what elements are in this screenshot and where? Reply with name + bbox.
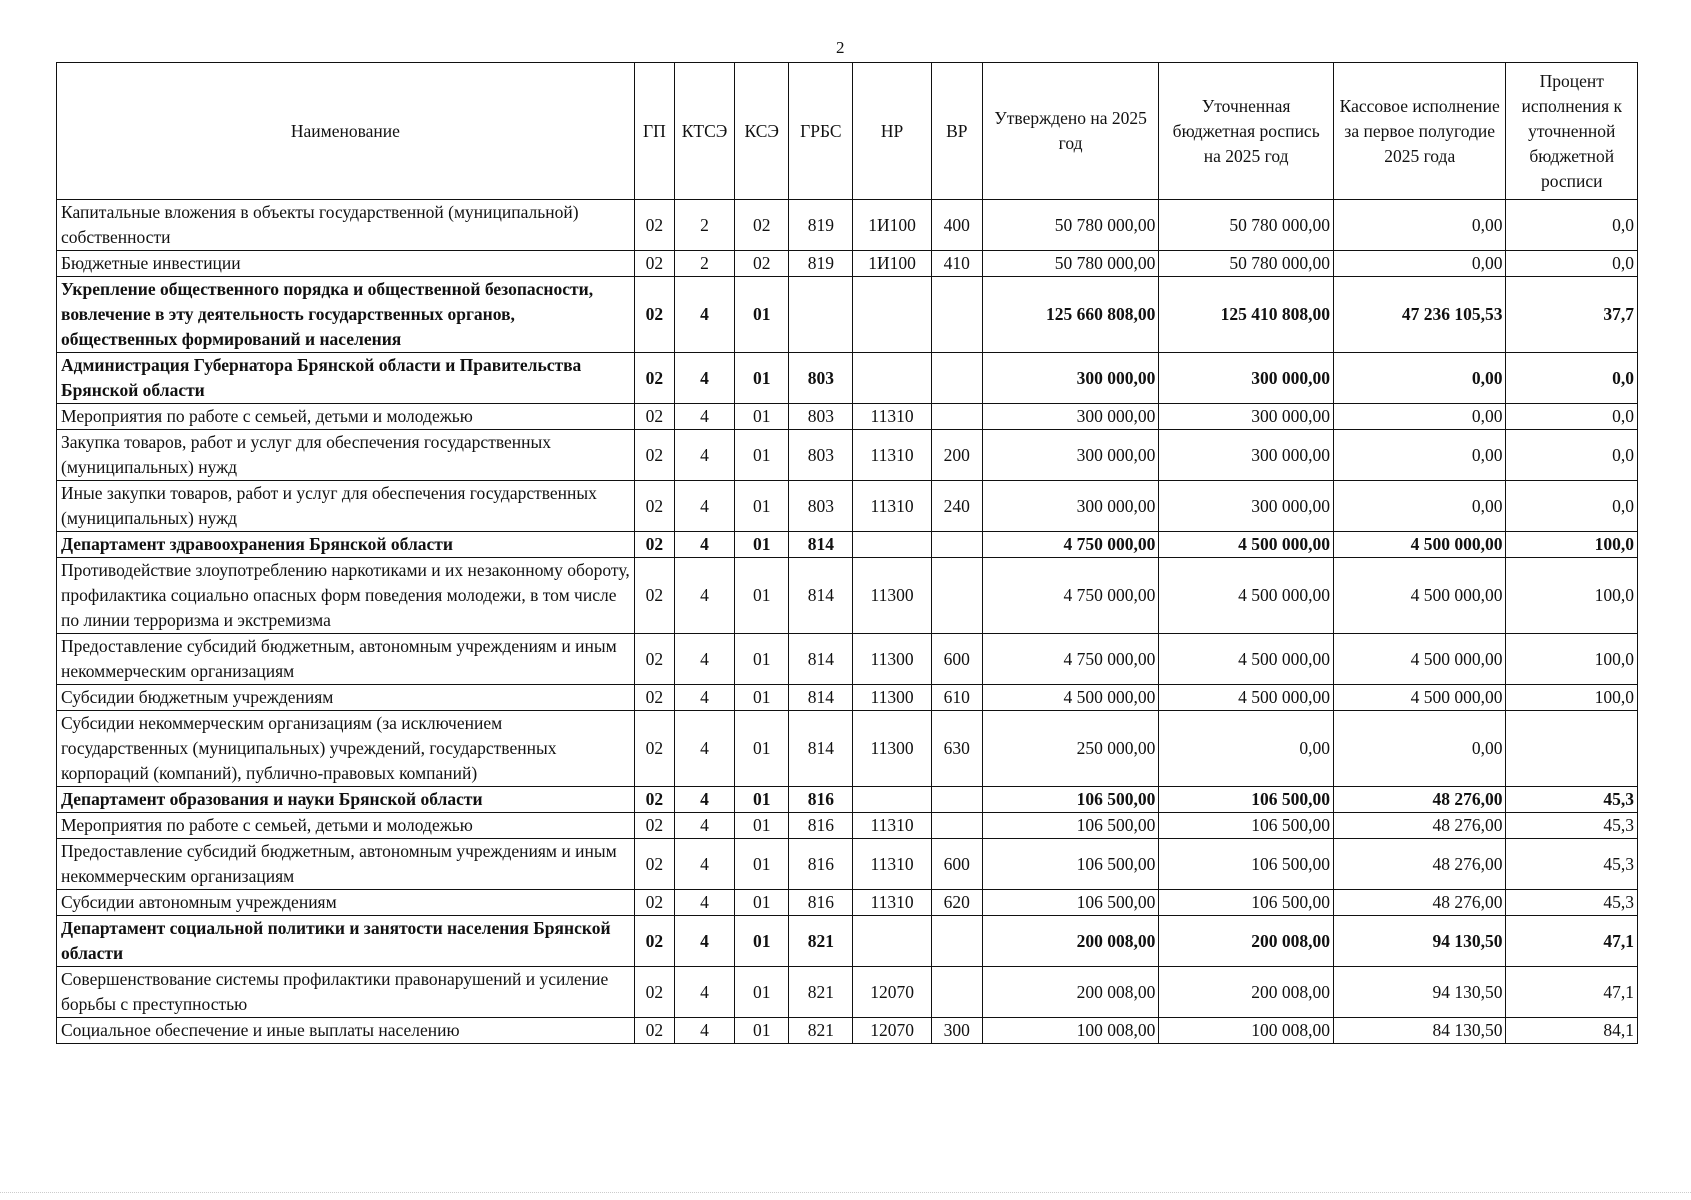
table-cell-nr: 1И100 <box>853 200 931 251</box>
table-cell-cash: 0,00 <box>1333 481 1506 532</box>
table-cell-ktse: 4 <box>674 353 734 404</box>
header-percent: Процент исполнения к уточненной бюджетной росписи <box>1506 63 1638 200</box>
table-cell-percent: 45,3 <box>1506 890 1638 916</box>
table-cell-cash: 0,00 <box>1333 430 1506 481</box>
table-cell-cash: 0,00 <box>1333 404 1506 430</box>
table-cell-vr <box>931 404 982 430</box>
header-vr: ВР <box>931 63 982 200</box>
table-cell-name: Департамент социальной политики и занятости населения Брянской области <box>57 916 635 967</box>
table-cell-nr: 11300 <box>853 558 931 634</box>
table-row <box>57 890 1638 916</box>
header-gp: ГП <box>634 63 674 200</box>
table-cell-grbs: 816 <box>789 813 853 839</box>
table-cell-vr <box>931 813 982 839</box>
table-cell-refined: 300 000,00 <box>1159 481 1334 532</box>
table-cell-percent: 100,0 <box>1506 532 1638 558</box>
table-cell-percent: 0,0 <box>1506 481 1638 532</box>
table-cell-refined: 106 500,00 <box>1159 813 1334 839</box>
table-cell-percent: 37,7 <box>1506 277 1638 353</box>
table-cell-gp: 02 <box>634 890 674 916</box>
table-cell-refined: 4 500 000,00 <box>1159 634 1334 685</box>
table-row <box>57 916 1638 967</box>
table-cell-refined: 200 008,00 <box>1159 967 1334 1018</box>
table-cell-vr <box>931 353 982 404</box>
table-cell-refined: 0,00 <box>1159 711 1334 787</box>
table-cell-name: Закупка товаров, работ и услуг для обеспечения государственных (муниципальных) нужд <box>57 430 635 481</box>
table-cell-cash: 48 276,00 <box>1333 890 1506 916</box>
table-cell-kse: 01 <box>735 813 789 839</box>
table-cell-nr: 11300 <box>853 711 931 787</box>
table-cell-percent: 45,3 <box>1506 787 1638 813</box>
table-cell-refined: 200 008,00 <box>1159 916 1334 967</box>
table-row <box>57 251 1638 277</box>
table-cell-gp: 02 <box>634 558 674 634</box>
table-row <box>57 481 1638 532</box>
header-grbs: ГРБС <box>789 63 853 200</box>
table-cell-grbs: 816 <box>789 890 853 916</box>
table-row <box>57 813 1638 839</box>
table-cell-refined: 125 410 808,00 <box>1159 277 1334 353</box>
table-cell-vr <box>931 558 982 634</box>
table-cell-ktse: 4 <box>674 532 734 558</box>
table-cell-name: Предоставление субсидий бюджетным, автономным учреждениям и иным некоммерческим организациям <box>57 634 635 685</box>
table-cell-kse: 01 <box>735 532 789 558</box>
table-cell-cash: 48 276,00 <box>1333 787 1506 813</box>
table-cell-nr <box>853 916 931 967</box>
table-row <box>57 787 1638 813</box>
table-cell-cash: 0,00 <box>1333 251 1506 277</box>
header-name: Наименование <box>57 63 635 200</box>
table-cell-approved: 200 008,00 <box>982 916 1159 967</box>
table-cell-refined: 100 008,00 <box>1159 1018 1334 1044</box>
table-cell-ktse: 4 <box>674 839 734 890</box>
table-cell-refined: 4 500 000,00 <box>1159 532 1334 558</box>
table-cell-gp: 02 <box>634 711 674 787</box>
table-cell-kse: 01 <box>735 1018 789 1044</box>
table-cell-gp: 02 <box>634 839 674 890</box>
table-cell-kse: 01 <box>735 916 789 967</box>
table-cell-ktse: 4 <box>674 711 734 787</box>
table-cell-cash: 47 236 105,53 <box>1333 277 1506 353</box>
table-cell-vr <box>931 532 982 558</box>
table-cell-ktse: 4 <box>674 967 734 1018</box>
table-cell-approved: 4 500 000,00 <box>982 685 1159 711</box>
table-cell-grbs <box>789 277 853 353</box>
table-cell-approved: 300 000,00 <box>982 481 1159 532</box>
table-cell-refined: 300 000,00 <box>1159 430 1334 481</box>
table-cell-gp: 02 <box>634 277 674 353</box>
table-cell-nr: 11300 <box>853 634 931 685</box>
table-cell-grbs: 816 <box>789 787 853 813</box>
table-cell-gp: 02 <box>634 200 674 251</box>
table-cell-ktse: 2 <box>674 200 734 251</box>
table-cell-gp: 02 <box>634 251 674 277</box>
table-cell-cash: 94 130,50 <box>1333 916 1506 967</box>
table-cell-vr: 610 <box>931 685 982 711</box>
table-cell-ktse: 4 <box>674 404 734 430</box>
header-ktse: КТСЭ <box>674 63 734 200</box>
table-cell-gp: 02 <box>634 430 674 481</box>
table-cell-percent: 47,1 <box>1506 967 1638 1018</box>
table-cell-gp: 02 <box>634 481 674 532</box>
table-row <box>57 711 1638 787</box>
table-cell-percent: 0,0 <box>1506 353 1638 404</box>
table-row <box>57 353 1638 404</box>
table-row <box>57 532 1638 558</box>
table-cell-gp: 02 <box>634 1018 674 1044</box>
table-cell-ktse: 4 <box>674 813 734 839</box>
table-cell-grbs: 814 <box>789 711 853 787</box>
table-cell-grbs: 814 <box>789 634 853 685</box>
table-cell-cash: 0,00 <box>1333 200 1506 251</box>
table-row <box>57 404 1638 430</box>
table-cell-grbs: 821 <box>789 967 853 1018</box>
table-row <box>57 558 1638 634</box>
table-cell-cash: 0,00 <box>1333 353 1506 404</box>
table-cell-percent: 0,0 <box>1506 430 1638 481</box>
table-cell-kse: 01 <box>735 634 789 685</box>
table-cell-grbs: 821 <box>789 1018 853 1044</box>
table-cell-nr <box>853 787 931 813</box>
scan-edge-divider <box>0 1192 1691 1194</box>
table-cell-cash: 4 500 000,00 <box>1333 558 1506 634</box>
table-cell-vr: 410 <box>931 251 982 277</box>
table-cell-name: Иные закупки товаров, работ и услуг для обеспечения государственных (муниципальных) нужд <box>57 481 635 532</box>
table-cell-refined: 50 780 000,00 <box>1159 200 1334 251</box>
table-cell-percent: 100,0 <box>1506 685 1638 711</box>
table-cell-cash: 48 276,00 <box>1333 813 1506 839</box>
table-cell-kse: 01 <box>735 404 789 430</box>
table-cell-ktse: 4 <box>674 481 734 532</box>
table-cell-grbs: 816 <box>789 839 853 890</box>
table-cell-gp: 02 <box>634 353 674 404</box>
table-cell-approved: 4 750 000,00 <box>982 532 1159 558</box>
table-cell-nr: 11310 <box>853 430 931 481</box>
table-cell-approved: 106 500,00 <box>982 890 1159 916</box>
table-cell-kse: 01 <box>735 967 789 1018</box>
table-cell-cash: 4 500 000,00 <box>1333 532 1506 558</box>
table-cell-name: Противодействие злоупотреблению наркотиками и их незаконному обороту, профилактика социально опасных форм поведения молодежи, в том числе по линии терроризма и экстремизма <box>57 558 635 634</box>
table-cell-nr: 11310 <box>853 813 931 839</box>
table-cell-ktse: 4 <box>674 890 734 916</box>
table-cell-approved: 106 500,00 <box>982 813 1159 839</box>
table-cell-kse: 01 <box>735 685 789 711</box>
table-cell-ktse: 4 <box>674 916 734 967</box>
table-cell-ktse: 4 <box>674 277 734 353</box>
table-cell-vr: 600 <box>931 839 982 890</box>
table-cell-gp: 02 <box>634 685 674 711</box>
table-cell-percent: 0,0 <box>1506 200 1638 251</box>
table-cell-kse: 01 <box>735 430 789 481</box>
table-cell-grbs: 803 <box>789 430 853 481</box>
table-cell-approved: 50 780 000,00 <box>982 251 1159 277</box>
table-cell-name: Администрация Губернатора Брянской области и Правительства Брянской области <box>57 353 635 404</box>
table-cell-kse: 01 <box>735 481 789 532</box>
table-row <box>57 1018 1638 1044</box>
table-cell-vr <box>931 916 982 967</box>
table-cell-name: Социальное обеспечение и иные выплаты населению <box>57 1018 635 1044</box>
table-cell-vr: 600 <box>931 634 982 685</box>
table-cell-approved: 300 000,00 <box>982 404 1159 430</box>
table-cell-gp: 02 <box>634 916 674 967</box>
table-row <box>57 967 1638 1018</box>
table-cell-refined: 50 780 000,00 <box>1159 251 1334 277</box>
table-cell-nr <box>853 353 931 404</box>
table-cell-percent: 84,1 <box>1506 1018 1638 1044</box>
table-cell-gp: 02 <box>634 787 674 813</box>
table-cell-ktse: 2 <box>674 251 734 277</box>
table-cell-name: Субсидии бюджетным учреждениям <box>57 685 635 711</box>
table-cell-refined: 300 000,00 <box>1159 353 1334 404</box>
table-cell-kse: 01 <box>735 277 789 353</box>
table-cell-vr: 630 <box>931 711 982 787</box>
table-row <box>57 277 1638 353</box>
table-cell-kse: 02 <box>735 200 789 251</box>
table-cell-kse: 02 <box>735 251 789 277</box>
table-cell-grbs: 814 <box>789 558 853 634</box>
table-cell-cash: 4 500 000,00 <box>1333 685 1506 711</box>
table-row <box>57 200 1638 251</box>
table-cell-name: Департамент здравоохранения Брянской области <box>57 532 635 558</box>
table-cell-ktse: 4 <box>674 787 734 813</box>
table-cell-approved: 200 008,00 <box>982 967 1159 1018</box>
table-cell-nr: 11310 <box>853 890 931 916</box>
table-cell-refined: 106 500,00 <box>1159 890 1334 916</box>
table-cell-refined: 4 500 000,00 <box>1159 685 1334 711</box>
table-cell-grbs: 803 <box>789 353 853 404</box>
table-cell-cash: 4 500 000,00 <box>1333 634 1506 685</box>
table-cell-name: Капитальные вложения в объекты государственной (муниципальной) собственности <box>57 200 635 251</box>
table-cell-percent: 100,0 <box>1506 634 1638 685</box>
table-row <box>57 685 1638 711</box>
table-cell-vr <box>931 787 982 813</box>
table-cell-name: Субсидии некоммерческим организациям (за исключением государственных (муниципальных) учреждений, государственных корпораций (компаний), публично-правовых компаний) <box>57 711 635 787</box>
header-nr: НР <box>853 63 931 200</box>
table-cell-ktse: 4 <box>674 685 734 711</box>
table-cell-nr: 12070 <box>853 967 931 1018</box>
table-cell-name: Совершенствование системы профилактики правонарушений и усиление борьбы с преступностью <box>57 967 635 1018</box>
table-cell-percent: 47,1 <box>1506 916 1638 967</box>
table-cell-grbs: 819 <box>789 200 853 251</box>
table-cell-nr: 1И100 <box>853 251 931 277</box>
table-cell-percent: 0,0 <box>1506 251 1638 277</box>
table-cell-vr <box>931 277 982 353</box>
table-cell-kse: 01 <box>735 558 789 634</box>
table-row <box>57 430 1638 481</box>
table-cell-percent: 45,3 <box>1506 813 1638 839</box>
table-row <box>57 634 1638 685</box>
table-cell-grbs: 803 <box>789 481 853 532</box>
page-number: 2 <box>836 38 845 57</box>
table-cell-cash: 48 276,00 <box>1333 839 1506 890</box>
table-cell-approved: 50 780 000,00 <box>982 200 1159 251</box>
table-cell-cash: 84 130,50 <box>1333 1018 1506 1044</box>
table-cell-name: Мероприятия по работе с семьей, детьми и молодежью <box>57 813 635 839</box>
table-cell-refined: 300 000,00 <box>1159 404 1334 430</box>
header-approved: Утверждено на 2025 год <box>982 63 1159 200</box>
header-cash: Кассовое исполнение за первое полугодие 2025 года <box>1333 63 1506 200</box>
table-cell-gp: 02 <box>634 404 674 430</box>
table-cell-percent: 100,0 <box>1506 558 1638 634</box>
table-cell-nr: 11310 <box>853 839 931 890</box>
table-cell-cash: 0,00 <box>1333 711 1506 787</box>
table-cell-kse: 01 <box>735 353 789 404</box>
table-cell-nr <box>853 532 931 558</box>
table-cell-ktse: 4 <box>674 558 734 634</box>
table-cell-approved: 4 750 000,00 <box>982 558 1159 634</box>
table-cell-gp: 02 <box>634 967 674 1018</box>
table-cell-vr: 240 <box>931 481 982 532</box>
table-cell-cash: 94 130,50 <box>1333 967 1506 1018</box>
table-header-row <box>57 63 1638 200</box>
table-cell-percent: 45,3 <box>1506 839 1638 890</box>
table-cell-grbs: 814 <box>789 532 853 558</box>
table-cell-grbs: 821 <box>789 916 853 967</box>
table-cell-gp: 02 <box>634 532 674 558</box>
table-cell-refined: 4 500 000,00 <box>1159 558 1334 634</box>
table-cell-approved: 250 000,00 <box>982 711 1159 787</box>
table-cell-ktse: 4 <box>674 1018 734 1044</box>
table-cell-nr: 11310 <box>853 404 931 430</box>
table-cell-nr: 11300 <box>853 685 931 711</box>
table-cell-approved: 106 500,00 <box>982 787 1159 813</box>
table-cell-vr: 400 <box>931 200 982 251</box>
table-cell-percent: 0,0 <box>1506 404 1638 430</box>
table-cell-nr: 12070 <box>853 1018 931 1044</box>
table-cell-vr: 620 <box>931 890 982 916</box>
table-cell-name: Бюджетные инвестиции <box>57 251 635 277</box>
table-cell-grbs: 803 <box>789 404 853 430</box>
table-cell-kse: 01 <box>735 839 789 890</box>
header-refined: Уточненная бюджетная роспись на 2025 год <box>1159 63 1334 200</box>
table-cell-grbs: 819 <box>789 251 853 277</box>
table-cell-approved: 106 500,00 <box>982 839 1159 890</box>
table-cell-nr <box>853 277 931 353</box>
table-cell-refined: 106 500,00 <box>1159 839 1334 890</box>
table-cell-percent <box>1506 711 1638 787</box>
table-cell-ktse: 4 <box>674 634 734 685</box>
table-cell-name: Укрепление общественного порядка и общественной безопасности, вовлечение в эту деятельность государственных органов, общественных формирований и населения <box>57 277 635 353</box>
table-cell-grbs: 814 <box>789 685 853 711</box>
table-cell-kse: 01 <box>735 787 789 813</box>
table-cell-kse: 01 <box>735 890 789 916</box>
budget-table <box>56 62 1638 1044</box>
table-cell-approved: 300 000,00 <box>982 353 1159 404</box>
table-cell-name: Предоставление субсидий бюджетным, автономным учреждениям и иным некоммерческим организациям <box>57 839 635 890</box>
table-cell-name: Мероприятия по работе с семьей, детьми и молодежью <box>57 404 635 430</box>
table-cell-vr <box>931 967 982 1018</box>
table-cell-name: Департамент образования и науки Брянской области <box>57 787 635 813</box>
table-cell-ktse: 4 <box>674 430 734 481</box>
table-cell-gp: 02 <box>634 634 674 685</box>
table-cell-name: Субсидии автономным учреждениям <box>57 890 635 916</box>
table-cell-nr: 11310 <box>853 481 931 532</box>
table-cell-vr: 200 <box>931 430 982 481</box>
table-cell-approved: 4 750 000,00 <box>982 634 1159 685</box>
header-kse: КСЭ <box>735 63 789 200</box>
table-cell-approved: 125 660 808,00 <box>982 277 1159 353</box>
table-cell-refined: 106 500,00 <box>1159 787 1334 813</box>
table-cell-approved: 100 008,00 <box>982 1018 1159 1044</box>
table-cell-vr: 300 <box>931 1018 982 1044</box>
table-cell-approved: 300 000,00 <box>982 430 1159 481</box>
table-cell-kse: 01 <box>735 711 789 787</box>
table-cell-gp: 02 <box>634 813 674 839</box>
table-row <box>57 839 1638 890</box>
